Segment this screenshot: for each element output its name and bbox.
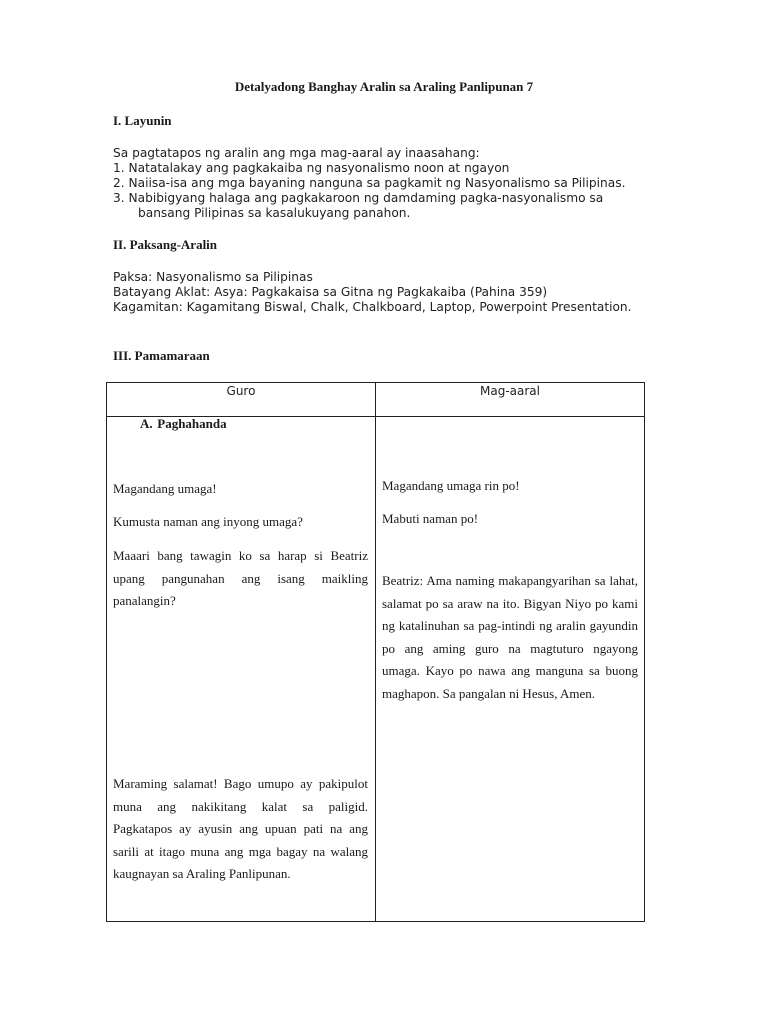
mag-aaral-panalangin: Beatriz: Ama naming makapangyarihan sa lahat, salamat po sa araw na ito. Bigyan Niyo po kami ng katalinuhan sa pag-intindi ng aralin gayundin po ang aming guro na magtuturo ngayong umaga. Kayo po nawa ang manguna sa buong maghapon. Sa pangalan ni Hesus, Amen. [382, 573, 638, 701]
mag-aaral-greeting: Magandang umaga rin po! [382, 478, 520, 493]
paksa-line: Paksa: Nasyonalismo sa Pilipinas [113, 270, 313, 284]
batayang-aklat-line: Batayang Aklat: Asya: Pagkakaisa sa Gitna ng Pagkakaiba (Pahina 359) [113, 285, 548, 299]
guro-kumusta: Kumusta naman ang inyong umaga? [113, 514, 303, 529]
section-layunin-heading: I. Layunin [113, 113, 172, 128]
guro-greeting: Magandang umaga! [113, 481, 217, 496]
section-pamamaraan-heading: III. Pamamaraan [113, 348, 210, 363]
layunin-item-3: 3. Nabibigyang halaga ang pagkakaroon ng damdaming pagka-nasyonalismo sa [113, 191, 604, 205]
section-paksang-aralin-heading: II. Paksang-Aralin [113, 237, 218, 252]
guro-salamat-instructions: Maraming salamat! Bago umupo ay pakipulot muna ang nakikitang kalat sa paligid. Pagkatapos ay ayusin ang upuan pati na ang sarili at itago muna ang mga bagay na walang kaugnayan sa Araling Panlipunan. [113, 776, 368, 881]
table-header-guro: Guro [226, 384, 256, 398]
layunin-intro: Sa pagtatapos ng aralin ang mga mag-aaral ay inaasahang: [113, 146, 480, 160]
guro-panalangin-request: Maaari bang tawagin ko sa harap si Beatriz upang pangunahan ang isang maikling panalangin? [113, 548, 368, 608]
document-title: Detalyadong Banghay Aralin sa Araling Panlipunan 7 [234, 79, 534, 94]
table-column-divider [375, 383, 376, 921]
subheading-title: Paghahanda [157, 416, 227, 431]
layunin-item-3-continued: bansang Pilipinas sa kasalukuyang panahon. [138, 206, 411, 220]
layunin-item-2: 2. Naiisa-isa ang mga bayaning nanguna sa pagkamit ng Nasyonalismo sa Pilipinas. [113, 176, 626, 190]
mag-aaral-mabuti: Mabuti naman po! [382, 511, 479, 526]
table-header-mag-aaral: Mag-aaral [480, 384, 540, 398]
layunin-item-1: 1. Natatalakay ang pagkakaiba ng nasyonalismo noon at ngayon [113, 161, 510, 175]
subheading-letter: A. [140, 416, 153, 431]
paghahanda-subheading [140, 416, 227, 432]
kagamitan-line: Kagamitan: Kagamitang Biswal, Chalk, Chalkboard, Laptop, Powerpoint Presentation. [113, 300, 632, 314]
